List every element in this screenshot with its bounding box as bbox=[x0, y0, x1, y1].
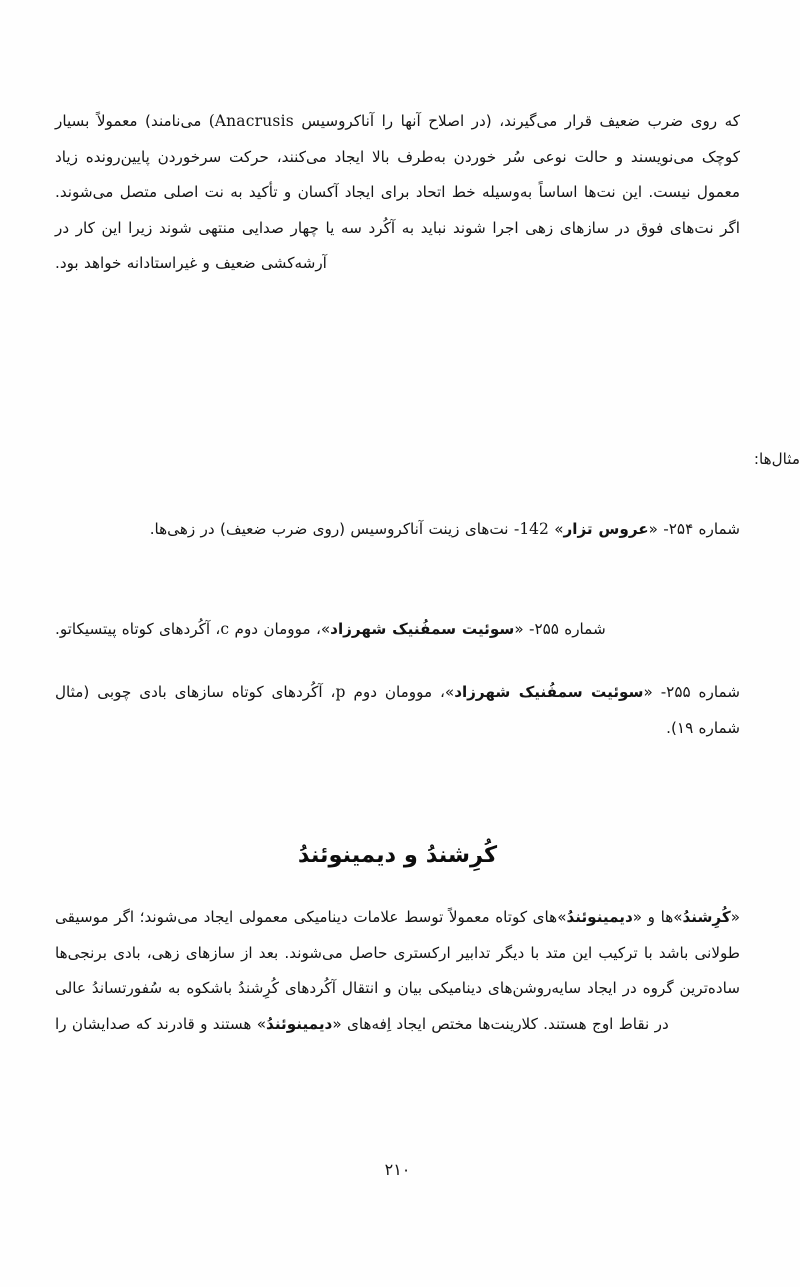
body-paragraph: «کُرِشندُ»ها و «دیمینوئندُ»های کوتاه معمولاً توسط علامات دینامیکی معمولی ایجاد می‌شوند؛ اگر موسیقی طولانی باشد با ترکیب این متد با دیگر تدابیر ارکستری حاصل می‌شوند. بعد از سازهای زهی، بادی برنجی‌ها ساده‌ترین گروه در ایجاد سایه‌روشن‌های دینامیکی بیان و انتقال آکُردهای کُرِشندُ باشکوه به سُفورتساندُ عالی در نقاط اوج هستند. کلارینت‌ها مختص ایجاد اِفه‌های «دیمینوئندُ» هستند و قادرند که صدایشان را bbox=[55, 908, 740, 1033]
emphasized-term: دیمینوئندُ bbox=[566, 908, 633, 926]
emphasized-term: عروس تزار bbox=[563, 520, 649, 538]
intro-paragraph: که روی ضرب ضعیف قرار می‌گیرند، (در اصلاح آنها را آناکروسیس (Anacrusis می‌نامند) معمولاً بسیار کوچک می‌نویسند و حالت نوعی سُر خوردن به‌طرف بالا ایجاد می‌کنند، حرکت سرخوردن پایین‌رونده زیاد معمول نیست. این نت‌ها اساساً به‌وسیله خط اتحاد برای ایجاد آکسان و تأکید به نت اصلی متصل می‌شوند. اگر نت‌های فوق در سازهای زهی اجرا شوند نباید به آکُرد سه یا چهار صدایی منتهی شوند زیرا این کار در آرشه‌کشی ضعیف و غیراستادانه خواهد بود. bbox=[55, 112, 740, 273]
page-number: ۲۱۰ bbox=[384, 1160, 411, 1179]
examples-label-block bbox=[0, 444, 800, 474]
section-heading-block bbox=[0, 838, 800, 872]
examples-label: مثال‌ها: bbox=[753, 450, 800, 468]
latin-term: p bbox=[335, 683, 346, 701]
example-item-255-c bbox=[0, 612, 800, 648]
example-item-255-p bbox=[0, 675, 800, 746]
example-text: شماره ۲۵۴- «عروس تزار» 142- نت‌های زینت آناکروسیس (روی ضرب ضعیف) در زهی‌ها. bbox=[149, 520, 740, 538]
example-text: شماره ۲۵۵- «سوئیت سمفُنیک شهرزاد»، موومان دوم p، آکُردهای کوتاه سازهای بادی چوبی (مثال شماره ۱۹). bbox=[55, 683, 740, 737]
latin-term: c bbox=[220, 620, 230, 638]
intro-paragraph-block bbox=[0, 104, 800, 282]
section-heading: کُرِشندُ و دیمینوئندُ bbox=[297, 842, 498, 868]
emphasized-term: دیمینوئندُ bbox=[266, 1014, 333, 1033]
example-text: شماره ۲۵۵- «سوئیت سمفُنیک شهرزاد»، موومان دوم c، آکُردهای کوتاه پیتسیکاتو. bbox=[55, 620, 606, 638]
emphasized-term: کُرِشندُ bbox=[682, 908, 731, 926]
page-number-block bbox=[0, 1160, 800, 1179]
latin-term: (Anacrusis bbox=[208, 112, 294, 130]
emphasized-term: سوئیت سمفُنیک شهرزاد bbox=[454, 683, 644, 701]
body-paragraph-block bbox=[0, 900, 800, 1042]
emphasized-term: سوئیت سمفُنیک شهرزاد bbox=[330, 620, 515, 638]
example-item-254 bbox=[0, 512, 800, 548]
latin-term: 142 bbox=[519, 520, 549, 538]
